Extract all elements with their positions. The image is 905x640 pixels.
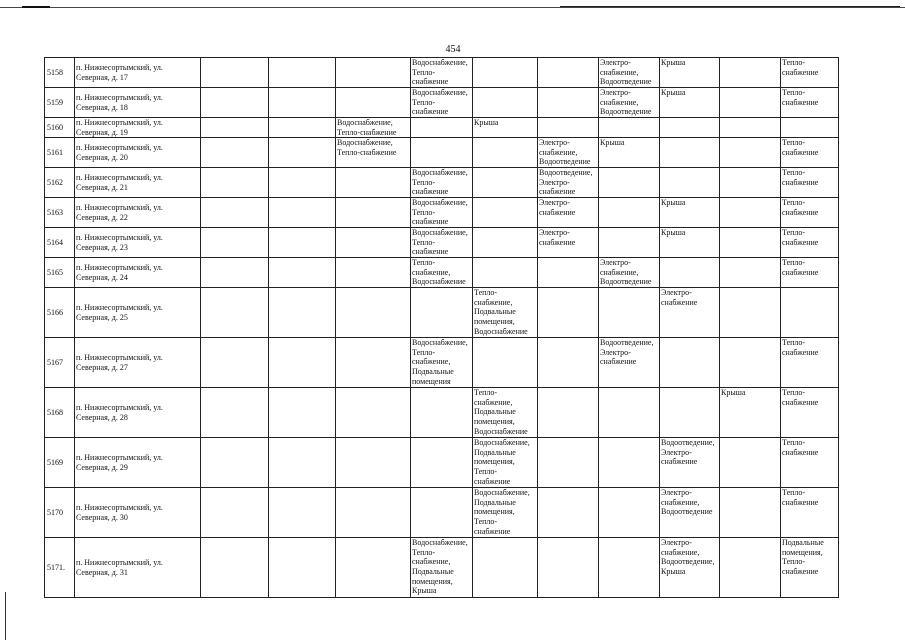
table-cell [473, 168, 538, 198]
table-cell: Подвальные помещения, Тепло- снабжение [781, 538, 839, 598]
row-number: 5168 [45, 388, 75, 438]
table-cell [538, 118, 599, 138]
table-cell [473, 138, 538, 168]
table-cell: Электро- снабжение, Водоотведение [599, 258, 660, 288]
table-row [45, 88, 839, 118]
table-cell: Водоотведение, Электро- снабжение [660, 438, 720, 488]
table-cell: Крыша [660, 198, 720, 228]
row-number: 5164 [45, 228, 75, 258]
table-cell: Водоснабжение, Тепло- снабжение [411, 228, 473, 258]
table-cell: Электро- снабжение, Водоотведение [599, 58, 660, 88]
table-cell: Тепло- снабжение, Подвальные помещения, Водоснабжение [473, 388, 538, 438]
table-cell: Водоснабжение, Подвальные помещения, Тепло- снабжение [473, 438, 538, 488]
table-cell [336, 438, 411, 488]
table-cell: Водоснабжение, Тепло- снабжение, Подвальные помещения [411, 338, 473, 388]
table-cell [411, 138, 473, 168]
table-cell: Водоотведение, Электро- снабжение [599, 338, 660, 388]
address-cell: п. Нижнесортымский, ул. Северная, д. 24 [75, 258, 201, 288]
table-cell: Электро- снабжение, Водоотведение [538, 138, 599, 168]
row-number: 5169 [45, 438, 75, 488]
table-cell [660, 388, 720, 438]
table-cell [269, 198, 336, 228]
table-cell [411, 388, 473, 438]
table-cell: Тепло- снабжение [781, 228, 839, 258]
table-cell [269, 168, 336, 198]
table-cell [269, 338, 336, 388]
table-cell [538, 88, 599, 118]
table-cell [720, 138, 781, 168]
address-cell: п. Нижнесортымский, ул. Северная, д. 23 [75, 228, 201, 258]
table-cell [660, 258, 720, 288]
table-cell: Электро- снабжение [660, 288, 720, 338]
table-cell [201, 138, 269, 168]
table-cell [336, 388, 411, 438]
table-cell [660, 118, 720, 138]
table-cell: Электро- снабжение [538, 228, 599, 258]
table-cell [720, 168, 781, 198]
table-cell: Тепло- снабжение [781, 488, 839, 538]
table-cell [720, 228, 781, 258]
table-row [45, 388, 839, 438]
table-cell: Крыша [599, 138, 660, 168]
table-cell [720, 118, 781, 138]
table-cell [201, 88, 269, 118]
table-row [45, 438, 839, 488]
table-cell [411, 288, 473, 338]
table-cell [781, 288, 839, 338]
table-cell [599, 198, 660, 228]
table-cell [336, 538, 411, 598]
row-number: 5170 [45, 488, 75, 538]
table-cell [269, 118, 336, 138]
table-cell [538, 288, 599, 338]
table-row [45, 338, 839, 388]
table-cell [269, 538, 336, 598]
row-number: 5158 [45, 58, 75, 88]
row-number: 5165 [45, 258, 75, 288]
table-cell [538, 58, 599, 88]
table-cell [720, 88, 781, 118]
table-cell: Тепло- снабжение [781, 168, 839, 198]
table-cell: Тепло- снабжение [781, 88, 839, 118]
table-cell [599, 438, 660, 488]
row-number: 5159 [45, 88, 75, 118]
table-cell: Тепло- снабжение [781, 138, 839, 168]
table-cell [269, 88, 336, 118]
table-cell: Водоснабжение, Тепло- снабжение [411, 168, 473, 198]
table-cell [201, 168, 269, 198]
address-cell: п. Нижнесортымский, ул. Северная, д. 19 [75, 118, 201, 138]
table-cell [599, 288, 660, 338]
address-cell: п. Нижнесортымский, ул. Северная, д. 21 [75, 168, 201, 198]
row-number: 5163 [45, 198, 75, 228]
table-cell: Водоотведение, Электро- снабжение [538, 168, 599, 198]
table-cell: Водоснабжение, Подвальные помещения, Тепло- снабжение [473, 488, 538, 538]
table-cell [336, 488, 411, 538]
address-cell: п. Нижнесортымский, ул. Северная, д. 27 [75, 338, 201, 388]
table-cell: Электро- снабжение, Водоотведение [599, 88, 660, 118]
table-cell: Тепло- снабжение [781, 388, 839, 438]
table-cell [660, 138, 720, 168]
address-cell: п. Нижнесортымский, ул. Северная, д. 22 [75, 198, 201, 228]
table-cell [781, 118, 839, 138]
table-cell [336, 168, 411, 198]
table-cell [720, 198, 781, 228]
table-cell [201, 538, 269, 598]
address-cell: п. Нижнесортымский, ул. Северная, д. 30 [75, 488, 201, 538]
table-cell [720, 258, 781, 288]
table-cell: Тепло- снабжение [781, 198, 839, 228]
table-cell [201, 338, 269, 388]
table-row [45, 288, 839, 338]
row-number: 5166 [45, 288, 75, 338]
table-cell [473, 88, 538, 118]
table-cell [336, 338, 411, 388]
repair-schedule-table [44, 57, 839, 598]
table-cell [269, 288, 336, 338]
table-cell [269, 388, 336, 438]
table-cell: Крыша [720, 388, 781, 438]
table-row [45, 228, 839, 258]
table-cell: Водоснабжение, Тепло- снабжение [411, 198, 473, 228]
table-cell [599, 388, 660, 438]
table-cell [538, 538, 599, 598]
table-cell: Электро- снабжение [538, 198, 599, 228]
scan-edge-line [5, 592, 6, 640]
table-cell: Тепло- снабжение, Подвальные помещения, Водоснабжение [473, 288, 538, 338]
address-cell: п. Нижнесортымский, ул. Северная, д. 29 [75, 438, 201, 488]
row-number: 5161 [45, 138, 75, 168]
table-cell [599, 228, 660, 258]
table-cell [201, 258, 269, 288]
table-cell: Крыша [473, 118, 538, 138]
page-number: 454 [445, 44, 461, 55]
table-cell [599, 168, 660, 198]
table-cell: Крыша [660, 88, 720, 118]
table-cell: Тепло- снабжение, Водоснабжение [411, 258, 473, 288]
table-cell [269, 258, 336, 288]
table-cell [720, 338, 781, 388]
table-cell [473, 58, 538, 88]
table-row [45, 58, 839, 88]
table-cell [201, 438, 269, 488]
row-number: 5171. [45, 538, 75, 598]
table-cell [411, 488, 473, 538]
table-cell [473, 338, 538, 388]
table-cell [538, 488, 599, 538]
table-cell [269, 438, 336, 488]
address-cell: п. Нижнесортымский, ул. Северная, д. 20 [75, 138, 201, 168]
table-cell [336, 228, 411, 258]
table-cell [336, 198, 411, 228]
table-cell [473, 228, 538, 258]
table-cell [201, 198, 269, 228]
table-cell [538, 258, 599, 288]
table-cell [336, 58, 411, 88]
table-cell [269, 228, 336, 258]
table-row [45, 538, 839, 598]
table-cell [599, 488, 660, 538]
table-cell: Тепло- снабжение [781, 338, 839, 388]
address-cell: п. Нижнесортымский, ул. Северная, д. 28 [75, 388, 201, 438]
table-cell [269, 58, 336, 88]
table-cell [411, 118, 473, 138]
address-cell: п. Нижнесортымский, ул. Северная, д. 25 [75, 288, 201, 338]
table-cell [599, 538, 660, 598]
address-cell: п. Нижнесортымский, ул. Северная, д. 31 [75, 538, 201, 598]
header-rule-mark-right [560, 6, 900, 7]
address-cell: п. Нижнесортымский, ул. Северная, д. 18 [75, 88, 201, 118]
row-number: 5160 [45, 118, 75, 138]
table-cell: Водоснабжение, Тепло-снабжение [336, 138, 411, 168]
table-cell [201, 488, 269, 538]
table-cell [473, 538, 538, 598]
table-cell: Водоснабжение, Тепло- снабжение, Подвальные помещения, Крыша [411, 538, 473, 598]
table-cell [720, 538, 781, 598]
row-number: 5162 [45, 168, 75, 198]
table-cell [411, 438, 473, 488]
table-cell: Электро- снабжение, Водоотведение, Крыша [660, 538, 720, 598]
table-cell [201, 288, 269, 338]
table-cell [473, 258, 538, 288]
table-row [45, 258, 839, 288]
table-cell [473, 198, 538, 228]
table-cell [660, 168, 720, 198]
table-cell [201, 228, 269, 258]
table-row [45, 138, 839, 168]
table-cell: Тепло- снабжение [781, 438, 839, 488]
row-number: 5167 [45, 338, 75, 388]
table-cell [599, 118, 660, 138]
table-cell [720, 488, 781, 538]
table-cell: Водоснабжение, Тепло- снабжение [411, 58, 473, 88]
table-cell [538, 388, 599, 438]
table-cell: Крыша [660, 58, 720, 88]
table-cell: Водоснабжение, Тепло-снабжение [336, 118, 411, 138]
table-row [45, 198, 839, 228]
header-rule-mark-left [22, 6, 50, 8]
table-cell [538, 338, 599, 388]
header-rule [0, 7, 905, 8]
table-cell [538, 438, 599, 488]
table-cell: Тепло- снабжение [781, 258, 839, 288]
table-cell: Водоснабжение, Тепло- снабжение [411, 88, 473, 118]
table-cell: Электро- снабжение, Водоотведение [660, 488, 720, 538]
table-row [45, 168, 839, 198]
table-row [45, 488, 839, 538]
table-cell [660, 338, 720, 388]
table-cell [269, 488, 336, 538]
table-cell [336, 288, 411, 338]
table-cell [336, 258, 411, 288]
table-cell: Крыша [660, 228, 720, 258]
table-cell [269, 138, 336, 168]
table-cell [720, 438, 781, 488]
table-cell [720, 58, 781, 88]
table-cell [201, 118, 269, 138]
table-cell [201, 58, 269, 88]
table-cell [201, 388, 269, 438]
table-row [45, 118, 839, 138]
table-cell [720, 288, 781, 338]
address-cell: п. Нижнесортымский, ул. Северная, д. 17 [75, 58, 201, 88]
table-cell: Тепло- снабжение [781, 58, 839, 88]
table-cell [336, 88, 411, 118]
